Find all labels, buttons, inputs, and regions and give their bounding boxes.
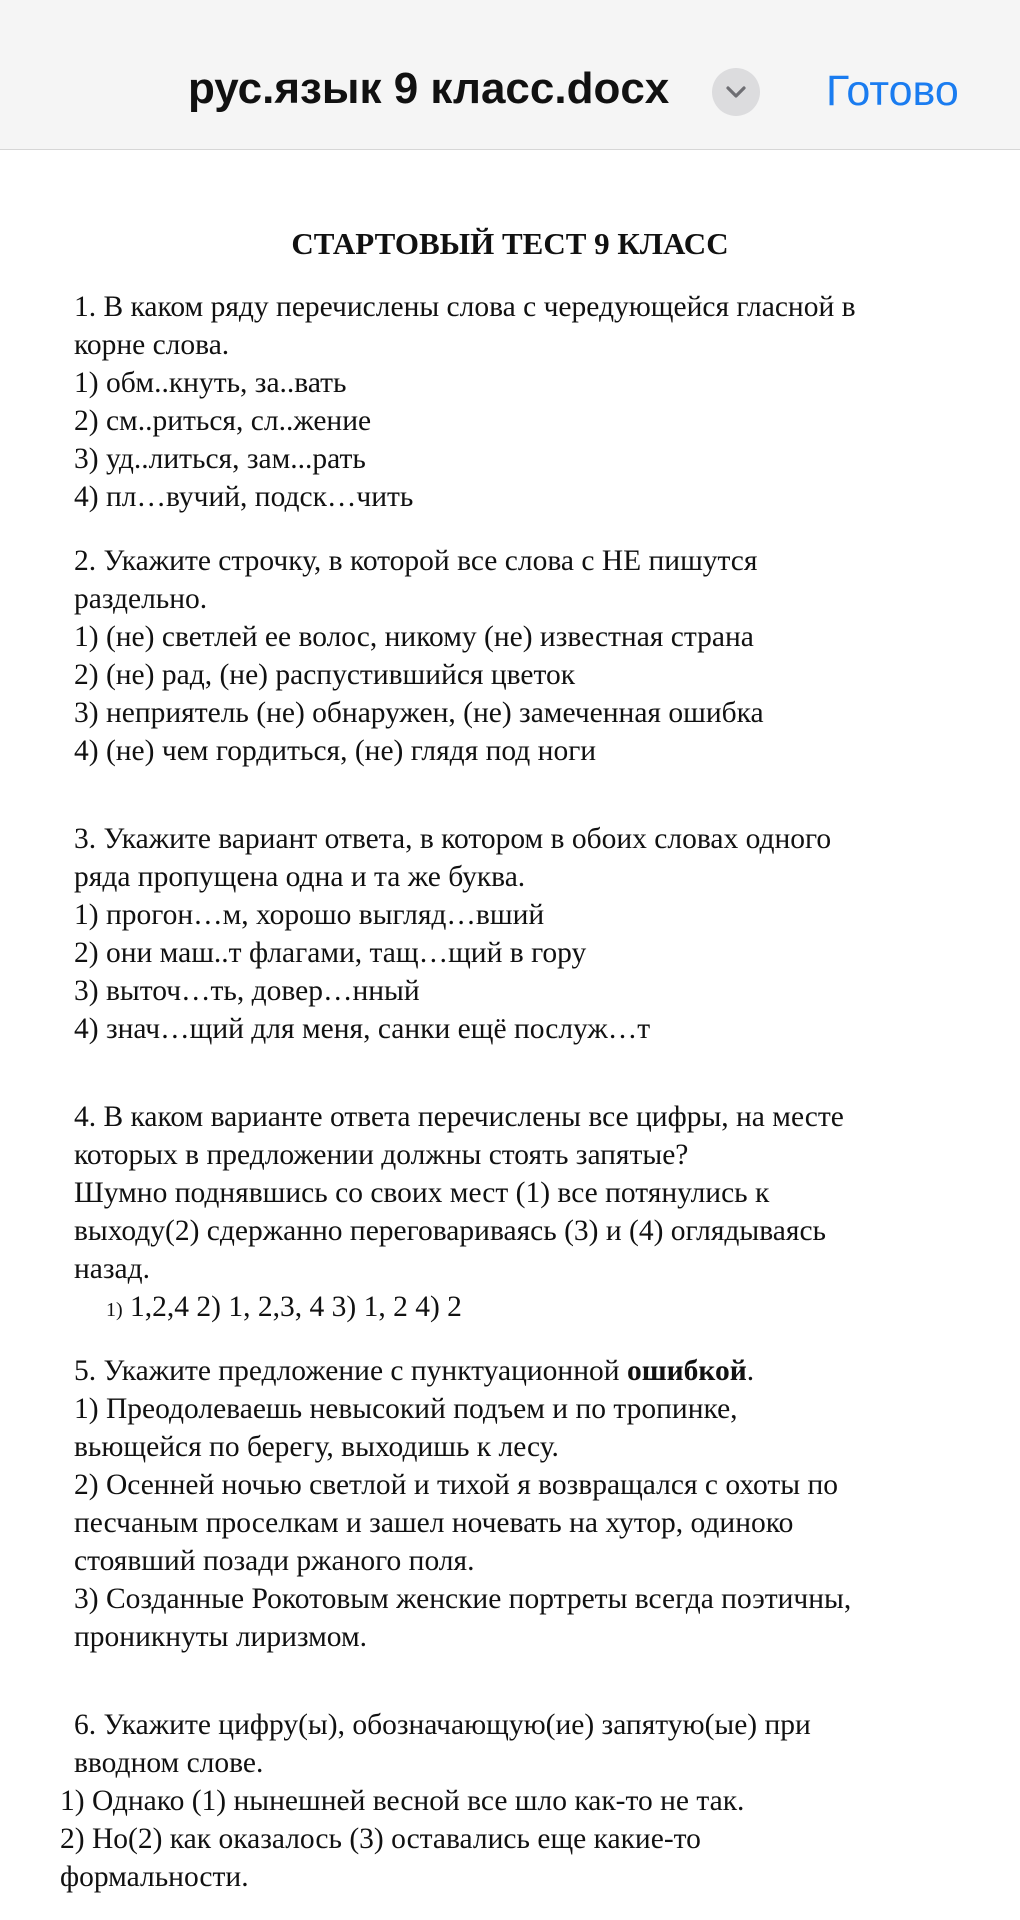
question-2-option-4: 4) (не) чем гордиться, (не) глядя под ноги [74, 735, 597, 767]
question-3-option-1: 1) прогон…м, хорошо выгляд…вший [74, 899, 545, 931]
question-5-option-3-cont: проникнуты лиризмом. [74, 1621, 367, 1653]
document-page [0, 150, 1020, 1920]
question-2-option-2: 2) (не) рад, (не) распустившийся цветок [74, 659, 576, 691]
question-3-text-cont: ряда пропущена одна и та же буква. [74, 861, 526, 893]
question-4-sentence-1: Шумно поднявшись со своих мест (1) все потянулись к [74, 1177, 770, 1209]
question-1-text-cont: корне слова. [74, 329, 230, 361]
document-heading: СТАРТОВЫЙ ТЕСТ 9 КЛАСС [291, 226, 729, 261]
question-3-text: 3. Укажите вариант ответа, в котором в обоих словах одного [74, 823, 832, 855]
question-1-option-1: 1) обм..кнуть, за..вать [74, 367, 347, 399]
question-4-sentence-2: выходу(2) сдержанно переговариваясь (3) и (4) оглядываясь [74, 1215, 826, 1247]
question-4-text-cont: которых в предложении должны стоять запятые? [74, 1139, 689, 1171]
question-6-text: 6. Укажите цифру(ы), обозначающую(ие) запятую(ые) при [74, 1709, 811, 1741]
question-5-option-2: 2) Осенней ночью светлой и тихой я возвращался с охоты по [74, 1469, 838, 1501]
question-5-option-1-cont: вьющейся по берегу, выходишь к лесу. [74, 1431, 559, 1463]
done-button[interactable]: Готово [826, 67, 959, 115]
question-5-option-2-cont2: стоявший позади ржаного поля. [74, 1545, 475, 1577]
question-2-option-1: 1) (не) светлей ее волос, никому (не) известная страна [74, 621, 754, 653]
question-4-option-1-number: 1) [106, 1299, 123, 1321]
chevron-down-icon [724, 82, 748, 102]
question-6-sentence-2: 2) Но(2) как оказалось (3) оставались еще какие-то [60, 1823, 701, 1855]
question-3-option-3: 3) выточ…ть, довер…нный [74, 975, 420, 1007]
question-4-options [106, 1288, 462, 1329]
question-5-option-2-cont: песчаным проселкам и зашел ночевать на хутор, одиноко [74, 1507, 794, 1539]
question-3-option-2: 2) они маш..т флагами, тащ…щий в гору [74, 937, 587, 969]
question-5-text-end: . [746, 1355, 755, 1387]
document-title[interactable]: рус.язык 9 класс.docx [188, 64, 670, 113]
question-1-option-3: 3) уд..литься, зам...рать [74, 443, 366, 475]
question-1-option-2: 2) см..риться, сл..жение [74, 405, 372, 437]
question-2-option-3: 3) неприятель (не) обнаружен, (не) замеченная ошибка [74, 697, 764, 729]
question-5-emphasis: ошибкой [626, 1355, 747, 1387]
question-6-sentence-2-cont: формальности. [60, 1861, 249, 1893]
top-bar [0, 0, 1020, 150]
question-5-option-3: 3) Созданные Рокотовым женские портреты всегда поэтичны, [74, 1583, 852, 1615]
title-menu-button[interactable] [712, 68, 760, 116]
question-5-text-start: 5. Укажите предложение с пунктуационной [74, 1355, 627, 1387]
question-1-option-4: 4) пл…вучий, подск…чить [74, 481, 414, 513]
question-2-text-cont: раздельно. [74, 583, 208, 615]
question-4-options-text: 1,2,4 2) 1, 2,3, 4 3) 1, 2 4) 2 [122, 1291, 462, 1323]
question-2-text: 2. Укажите строчку, в которой все слова с НЕ пишутся [74, 545, 758, 577]
question-5-option-1: 1) Преодолеваешь невысокий подъем и по тропинке, [74, 1393, 738, 1425]
question-4-text: 4. В каком варианте ответа перечислены все цифры, на месте [74, 1101, 844, 1133]
question-3-option-4: 4) знач…щий для меня, санки ещё послуж…т [74, 1013, 651, 1045]
question-1-text: 1. В каком ряду перечислены слова с чередующейся гласной в [74, 291, 856, 323]
question-6-sentence-1: 1) Однако (1) нынешней весной все шло как-то не так. [60, 1785, 745, 1817]
question-5-text [74, 1352, 754, 1390]
question-4-sentence-3: назад. [74, 1253, 151, 1285]
question-6-text-cont: вводном слове. [74, 1747, 264, 1779]
